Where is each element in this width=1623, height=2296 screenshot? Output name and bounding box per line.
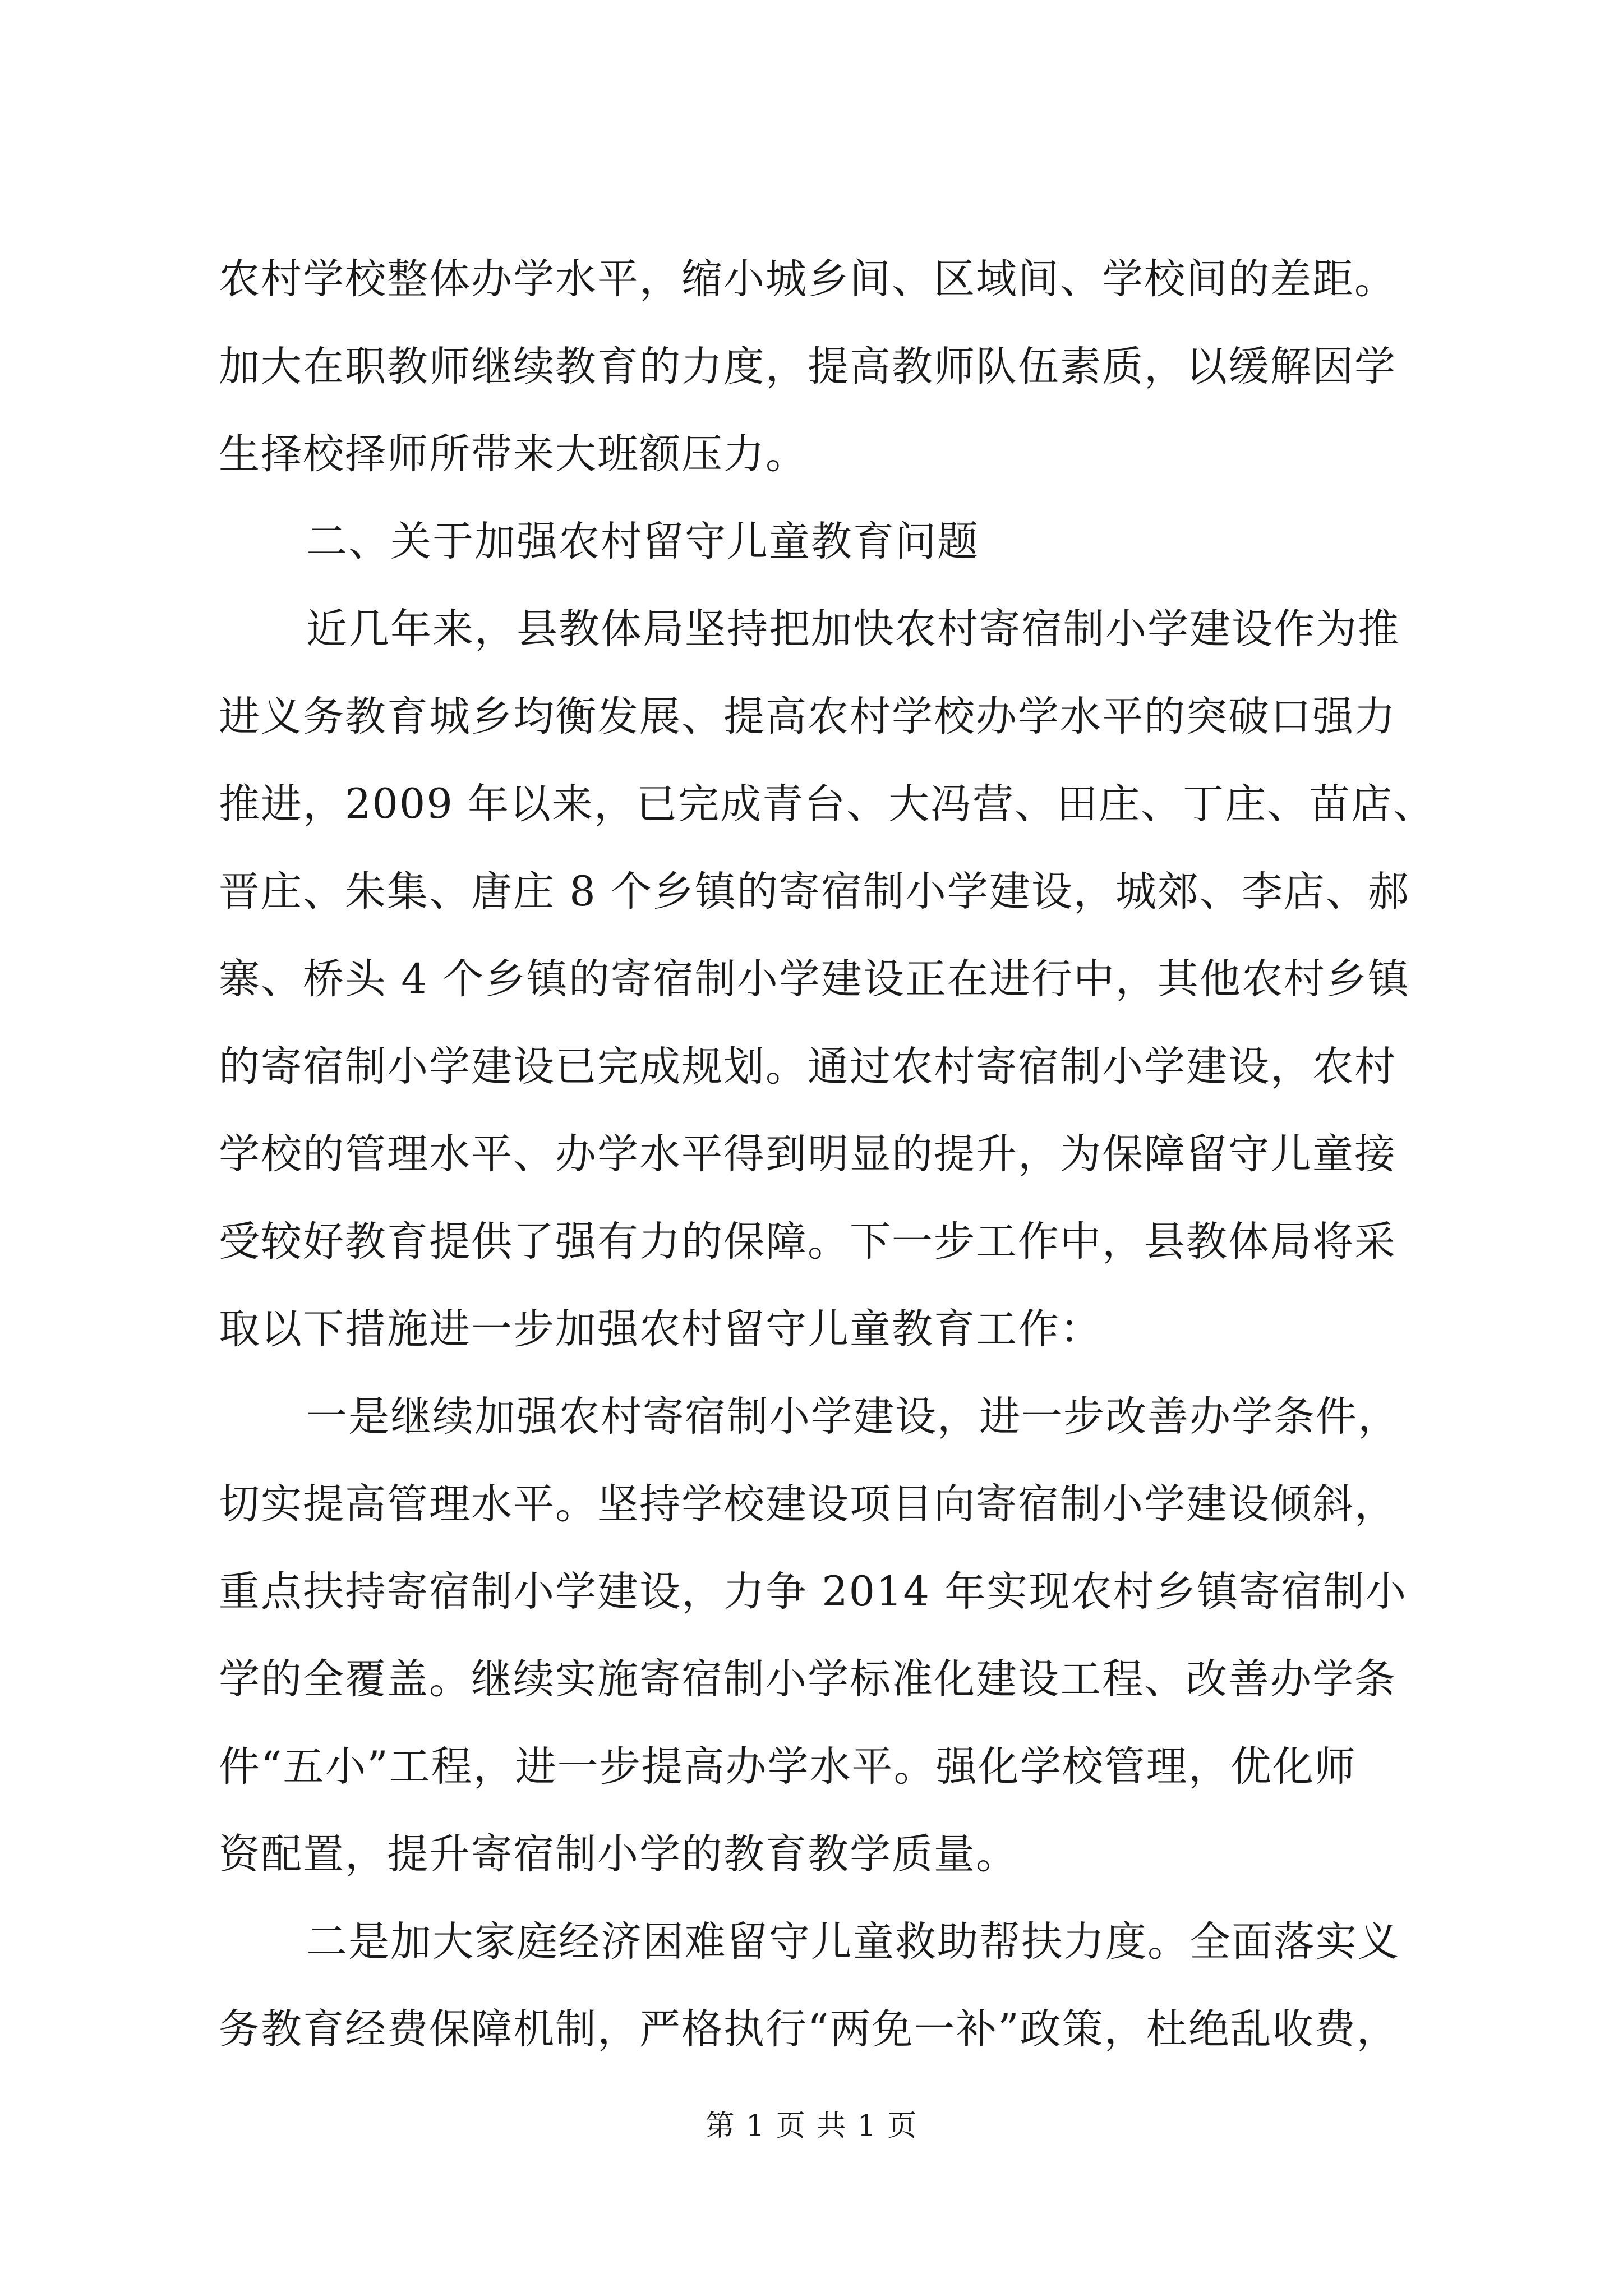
document-body [219, 236, 1435, 2073]
text-line: 务教育经费保障机制，严格执行“两免一补”政策，杜绝乱收费， [219, 2005, 1399, 2053]
text-line: 件“五小”工程，进一步提高办学水平。强化学校管理，优化师 [219, 1743, 1357, 1791]
text-line: 二是加大家庭经济困难留守儿童救助帮扶力度。全面落实义 [306, 1918, 1400, 1966]
text-line: 晋庄、朱集、唐庄 8 个乡镇的寄宿制小学建设，城郊、李店、郝 [219, 868, 1410, 915]
text-line: 学校的管理水平、办学水平得到明显的提升，为保障留守儿童接 [219, 1130, 1396, 1178]
text-line: 近几年来，县教体局坚持把加快农村寄宿制小学建设作为推 [306, 605, 1400, 653]
text-line: 切实提高管理水平。坚持学校建设项目向寄宿制小学建设倾斜， [219, 1480, 1396, 1528]
text-line: 受较好教育提供了强有力的保障。下一步工作中，县教体局将采 [219, 1218, 1396, 1266]
text-line: 二、关于加强农村留守儿童教育问题 [306, 518, 979, 565]
text-line: 加大在职教师继续教育的力度，提高教师队伍素质，以缓解因学 [219, 343, 1396, 390]
text-line: 推进，2009 年以来，已完成青台、大冯营、田庄、丁庄、苗店、 [219, 780, 1435, 828]
text-line: 寨、桥头 4 个乡镇的寄宿制小学建设正在进行中，其他农村乡镇 [219, 955, 1410, 1003]
page-footer: 第 1 页 共 1 页 [705, 2109, 918, 2143]
text-line: 学的全覆盖。继续实施寄宿制小学标准化建设工程、改善办学条 [219, 1655, 1396, 1703]
text-line: 一是继续加强农村寄宿制小学建设，进一步改善办学条件， [306, 1393, 1400, 1441]
text-line: 农村学校整体办学水平，缩小城乡间、区域间、学校间的差距。 [219, 255, 1396, 303]
text-line: 进义务教育城乡均衡发展、提高农村学校办学水平的突破口强力 [219, 693, 1396, 740]
text-line: 取以下措施进一步加强农村留守儿童教育工作： [219, 1305, 1102, 1353]
text-line: 重点扶持寄宿制小学建设，力争 2014 年实现农村乡镇寄宿制小 [219, 1568, 1408, 1616]
text-line: 生择校择师所带来大班额压力。 [219, 430, 808, 478]
text-line: 的寄宿制小学建设已完成规划。通过农村寄宿制小学建设，农村 [219, 1043, 1396, 1091]
text-line: 资配置，提升寄宿制小学的教育教学质量。 [219, 1830, 1018, 1878]
